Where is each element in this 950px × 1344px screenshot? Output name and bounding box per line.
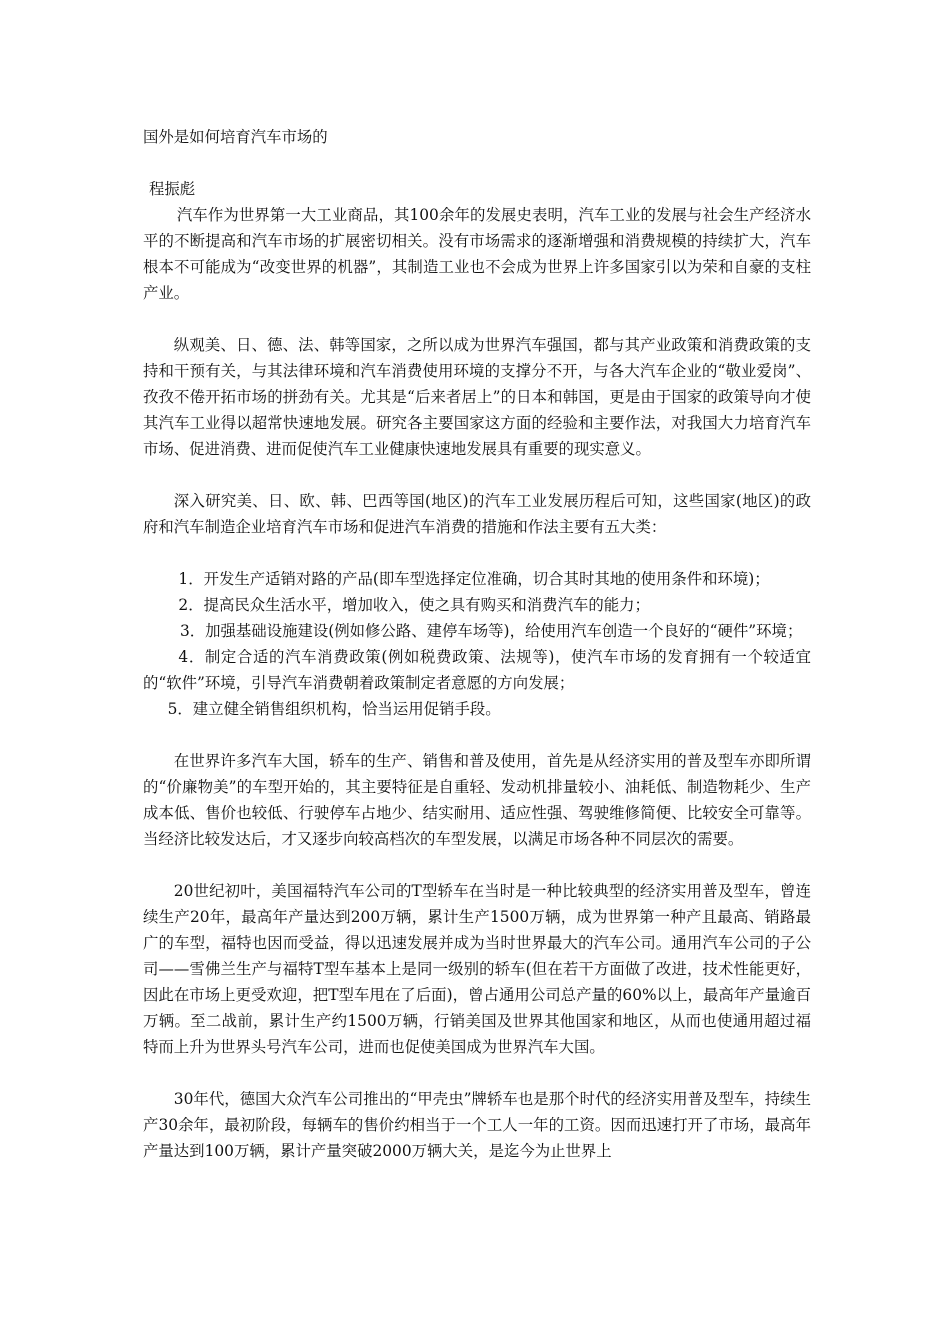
document-title: 国外是如何培育汽车市场的 [143,128,328,146]
list-item: 5．建立健全销售组织机构，恰当运用促销手段。 [167,700,501,718]
paragraph-3: 深入研究美、日、欧、韩、巴西等国(地区)的汽车工业发展历程后可知，这些国家(地区)的政府和汽车制造企业培育汽车市场和促进汽车消费的措施和作法主要有五大类： [143,492,811,536]
paragraph-6: 30年代，德国大众汽车公司推出的“甲壳虫”牌轿车也是那个时代的经济实用普及型车，持续生产30余年，最初阶段，每辆车的售价约相当于一个工人一年的工资。因而迅速打开了市场，最高年产量达到100万辆，累计产量突破2000万辆大关，是迄今为止世界上 [143,1090,811,1160]
paragraph-2: 纵观美、日、德、法、韩等国家，之所以成为世界汽车强国，都与其产业政策和消费政策的支持和干预有关，与其法律环境和汽车消费使用环境的支撑分不开，与各大汽车企业的“敬业爱岗”、孜孜不倦开拓市场的拼劲有关。尤其是“后来者居上”的日本和韩国，更是由于国家的政策导向才使其汽车工业得以超常快速地发展。研究各主要国家这方面的经验和主要作法，对我国大力培育汽车市场、促进消费、进而促使汽车工业健康快速地发展具有重要的现实意义。 [143,336,811,458]
document-author: 程振彪 [149,180,196,198]
measures-list [143,566,811,722]
paragraph-1: 汽车作为世界第一大工业商品，其100余年的发展史表明，汽车工业的发展与社会生产经济水平的不断提高和汽车市场的扩展密切相关。没有市场需求的逐渐增强和消费规模的持续扩大，汽车根本不可能成为“改变世界的机器”，其制造工业也不会成为世界上许多国家引以为荣和自豪的支柱产业。 [143,206,811,302]
paragraph-4: 在世界许多汽车大国，轿车的生产、销售和普及使用，首先是从经济实用的普及型车亦即所谓的“价廉物美”的车型开始的，其主要特征是自重轻、发动机排量较小、油耗低、制造物耗少、生产成本低、售价也较低、行驶停车占地少、结实耐用、适应性强、驾驶维修简便、比较安全可靠等。当经济比较发达后，才又逐步向较高档次的车型发展，以满足市场各种不同层次的需要。 [143,752,811,848]
list-item: 3．加强基础设施建设(例如修公路、建停车场等)，给使用汽车创造一个良好的“硬件”环境； [179,622,803,640]
document-page [143,124,811,1190]
paragraph-5: 20世纪初叶，美国福特汽车公司的T型轿车在当时是一种比较典型的经济实用普及型车，曾连续生产20年，最高年产量达到200万辆，累计生产1500万辆，成为世界第一种产且最高、销路最广的车型，福特也因而受益，得以迅速发展并成为当时世界最大的汽车公司。通用汽车公司的子公司——雪佛兰生产与福特T型车基本上是同一级别的轿车(但在若干方面做了改进，技术性能更好，因此在市场上更受欢迎，把T型车甩在了后面)，曾占通用公司总产量的60%以上，最高年产量逾百万辆。至二战前，累计生产约1500万辆，行销美国及世界其他国家和地区，从而也使通用超过福特而上升为世界头号汽车公司，进而也促使美国成为世界汽车大国。 [143,882,811,1056]
list-item: 4．制定合适的汽车消费政策(例如税费政策、法规等)，使汽车市场的发育拥有一个较适宜的“软件”环境，引导汽车消费朝着政策制定者意愿的方向发展； [143,648,811,692]
list-item: 1．开发生产适销对路的产品(即车型选择定位准确，切合其时其地的使用条件和环境)； [178,570,770,588]
list-item: 2．提高民众生活水平，增加收入，使之具有购买和消费汽车的能力； [178,596,650,614]
